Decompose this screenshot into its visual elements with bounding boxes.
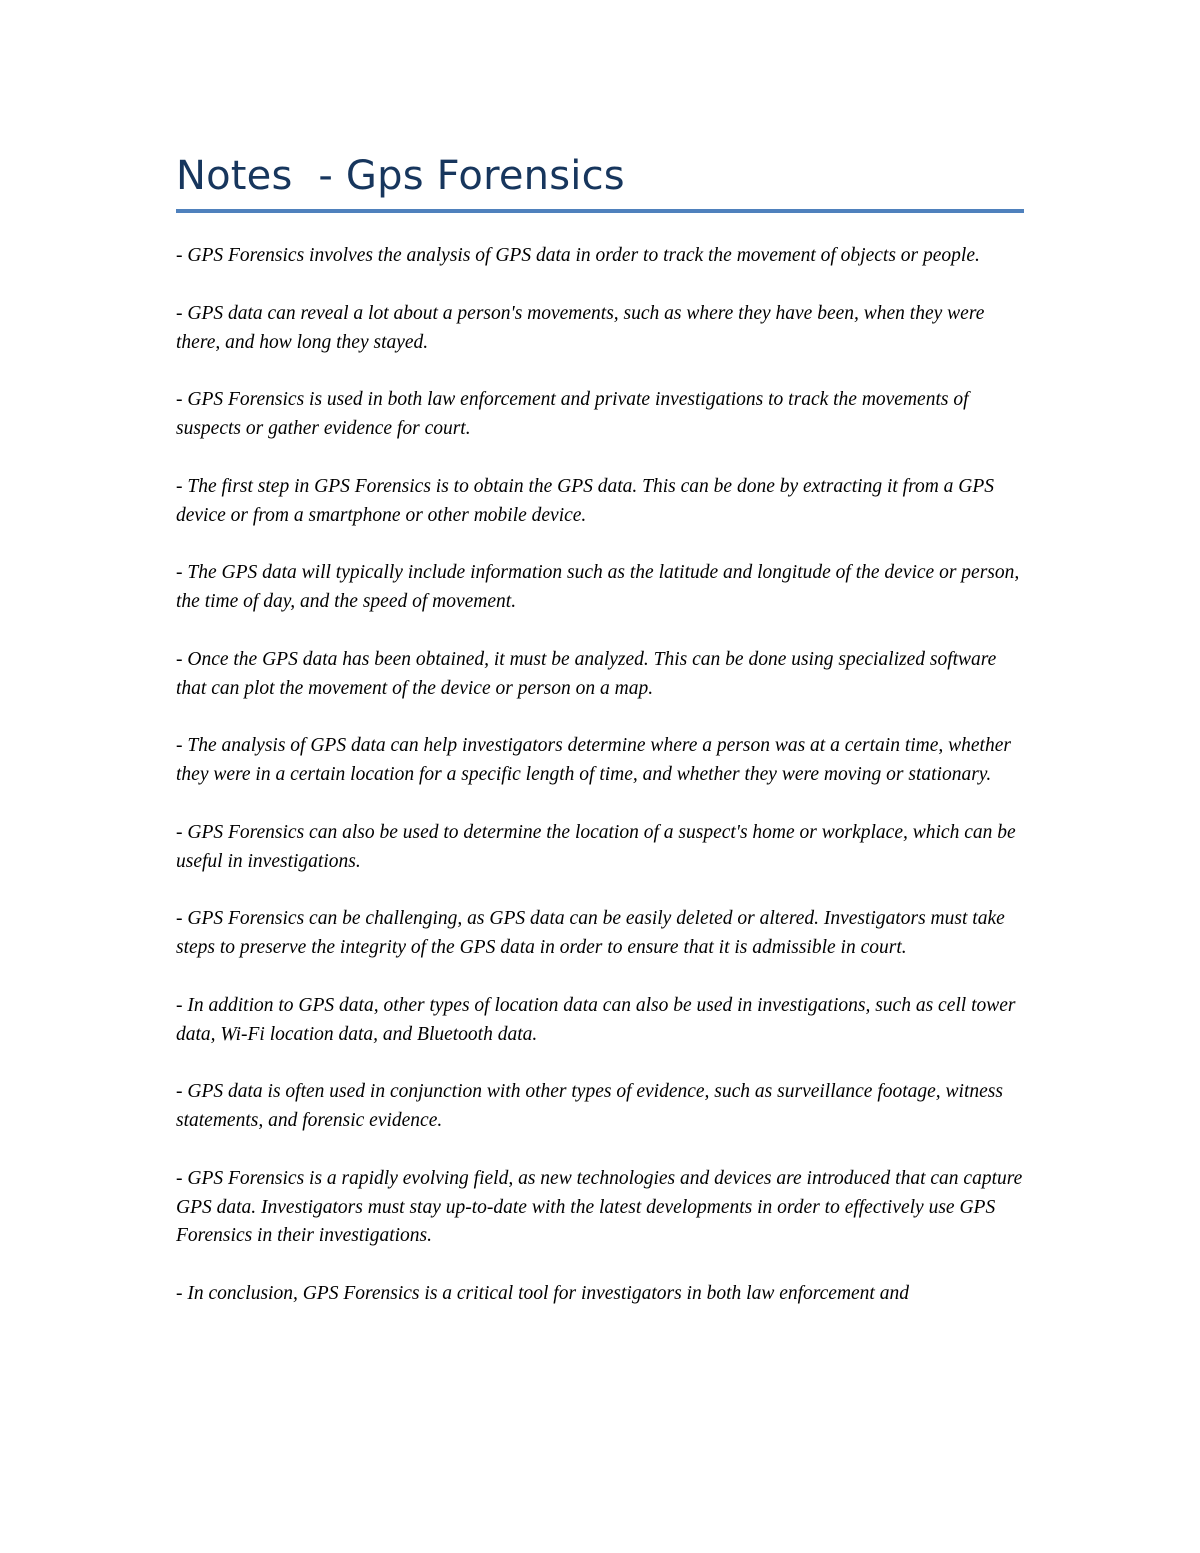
note-paragraph: - GPS data can reveal a lot about a person's movements, such as where they have been, when they were there, and how long they stayed. — [176, 302, 985, 353]
title-underline — [176, 209, 1024, 213]
note-paragraph: - GPS Forensics can also be used to determine the location of a suspect's home or workplace, which can be useful in investigations. — [176, 821, 1016, 872]
note-paragraph: - GPS Forensics is used in both law enforcement and private investigations to track the movements of suspects or gather evidence for court. — [176, 389, 969, 439]
note-paragraph: - GPS data is often used in conjunction with other types of evidence, such as surveillance footage, witness statements, and forensic evidence. — [176, 1081, 1003, 1131]
note-paragraph: - In conclusion, GPS Forensics is a critical tool for investigators in both law enforcement and — [176, 1283, 909, 1304]
note-paragraph: - GPS Forensics can be challenging, as GPS data can be easily deleted or altered. Investigators must take steps to preserve the integrity of the GPS data in order to ensure that it is admissible in court. — [176, 908, 1005, 958]
note-paragraph: - The analysis of GPS data can help investigators determine where a person was at a certain time, whether they were in a certain location for a specific length of time, and whether they were moving or stationary. — [176, 735, 1011, 785]
notes-list — [176, 242, 1026, 1338]
note-paragraph: - GPS Forensics is a rapidly evolving field, as new technologies and devices are introduced that can capture GPS data. Investigators must stay up-to-date with the latest developments in order to effectively use GPS Forensics in their investigations. — [176, 1167, 1023, 1247]
note-paragraph: - In addition to GPS data, other types of location data can also be used in investigations, such as cell tower data, Wi-Fi location data, and Bluetooth data. — [176, 994, 1016, 1045]
note-paragraph: - The GPS data will typically include information such as the latitude and longitude of the device or person, the time of day, and the speed of movement. — [176, 562, 1020, 612]
note-paragraph: - GPS Forensics involves the analysis of GPS data in order to track the movement of objects or people. — [176, 245, 980, 266]
note-paragraph: - Once the GPS data has been obtained, it must be analyzed. This can be done using specialized software that can plot the movement of the device or person on a map. — [176, 648, 997, 699]
document-title: Notes - Gps Forensics — [176, 153, 625, 199]
note-paragraph: - The first step in GPS Forensics is to obtain the GPS data. This can be done by extracting it from a GPS device or from a smartphone or other mobile device. — [176, 475, 995, 526]
